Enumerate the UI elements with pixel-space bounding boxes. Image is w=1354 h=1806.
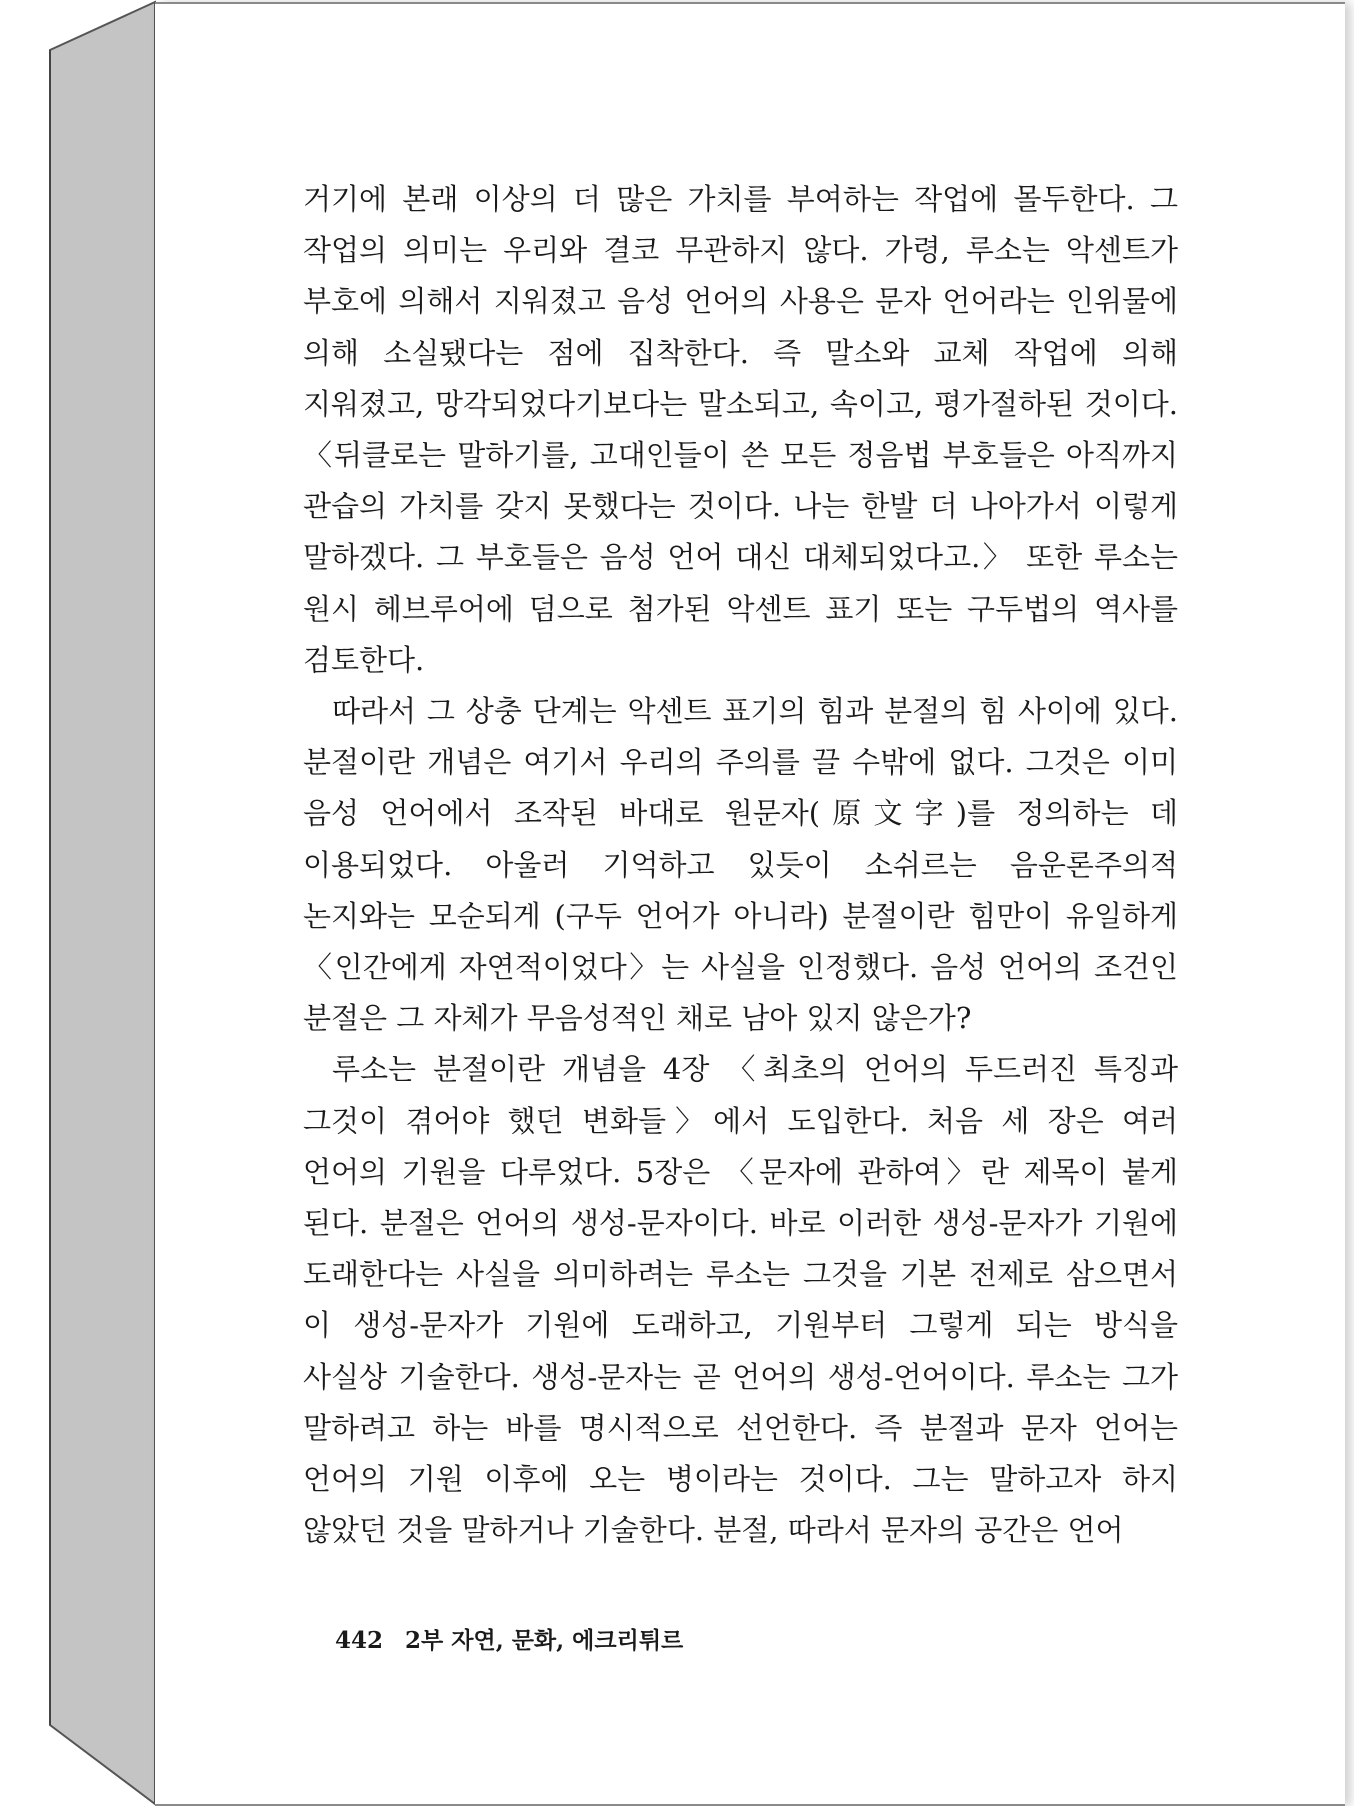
page-footer [335,1622,683,1655]
body-text [303,174,1178,1556]
book-page [155,2,1345,1806]
paragraph-3: 루소는 분절이란 개념을 4장 〈최초의 언어의 두드러진 특징과 그것이 겪어야 했던 변화들〉에서 도입한다. 처음 세 장은 여러 언어의 기원을 다루었다. 5장은 〈문자에 관하여〉란 제목이 붙게 된다. 분절은 언어의 생성-문자이다. 바로 이러한 생성-문자가 기원에 도래한다는 사실을 의미하려는 루소는 그것을 기본 전제로 삼으면서 이 생성-문자가 기원에 도래하고, 기원부터 그렇게 되는 방식을 사실상 기술한다. 생성-문자는 곧 언어의 생성-언어이다. 루소는 그가 말하려고 하는 바를 명시적으로 선언한다. 즉 분절과 문자 언어는 언어의 기원 이후에 오는 병이라는 것이다. 그는 말하고자 하지 않았던 것을 말하거나 기술한다. 분절, 따라서 문자의 공간은 언어 [303,1052,1178,1548]
paragraph-2: 따라서 그 상충 단계는 악센트 표기의 힘과 분절의 힘 사이에 있다. 분절이란 개념은 여기서 우리의 주의를 끌 수밖에 없다. 그것은 이미 음성 언어에서 조작된 바대로 원문자(原文字)를 정의하는 데 이용되었다. 아울러 기억하고 있듯이 소쉬르는 음운론주의적 논지와는 모순되게 (구두 언어가 아니라) 분절이란 힘만이 유일하게 〈인간에게 자연적이었다〉는 사실을 인정했다. 음성 언어의 조건인 분절은 그 자체가 무음성적인 채로 남아 있지 않은가? [303,694,1178,1036]
page-number: 442 [335,1627,384,1654]
paragraph-1: 거기에 본래 이상의 더 많은 가치를 부여하는 작업에 몰두한다. 그 작업의 의미는 우리와 결코 무관하지 않다. 가령, 루소는 악센트가 부호에 의해서 지워졌고 음성 언어의 사용은 문자 언어라는 인위물에 의해 소실됐다는 점에 집착한다. 즉 말소와 교체 작업에 의해 지워졌고, 망각되었다기보다는 말소되고, 속이고, 평가절하된 것이다. 〈뒤클로는 말하기를, 고대인들이 쓴 모든 정음법 부호들은 아직까지 관습의 가치를 갖지 못했다는 것이다. 나는 한발 더 나아가서 이렇게 말하겠다. 그 부호들은 음성 언어 대신 대체되었다고.〉 또한 루소는 원시 헤브루어에 덤으로 첨가된 악센트 표기 또는 구두법의 역사를 검토한다. [303,182,1178,677]
running-title: 2부 자연, 문화, 에크리튀르 [405,1627,684,1654]
book-spine-edge [0,0,160,1806]
